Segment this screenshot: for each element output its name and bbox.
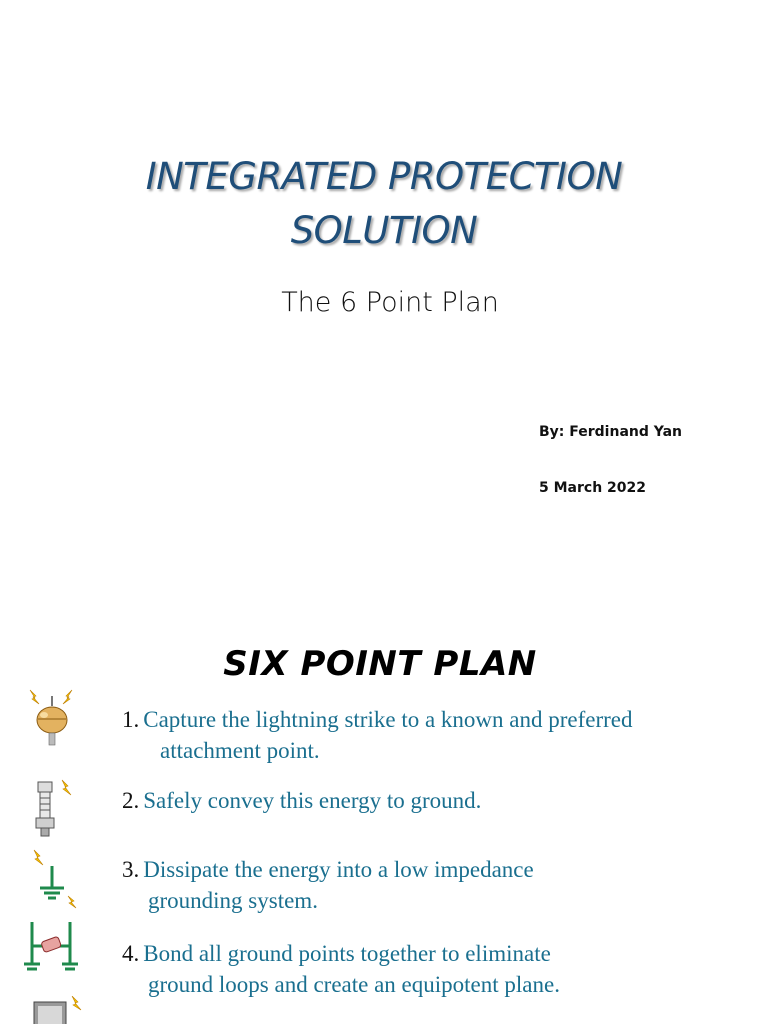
plan-item-text-continued: ground loops and create an equipotent plane. [148,972,560,997]
plan-item-2 [122,785,742,816]
plan-item-text: Capture the lightning strike to a known and preferred [143,707,633,732]
author-byline: By: Ferdinand Yan [539,424,683,440]
plan-item-text-continued: attachment point. [160,738,320,763]
plan-item-3 [122,854,742,916]
down-conductor-icon [30,778,74,840]
plan-item-text: Safely convey this energy to ground. [143,788,482,813]
six-point-plan-slide [0,600,768,1024]
ground-bond-icon [22,918,82,980]
lightning-terminal-icon [24,688,80,750]
plan-title: SIX POINT PLAN [223,644,537,684]
plan-item-1 [122,704,742,766]
plan-item-number: 4. [122,941,140,966]
plan-item-number: 2. [122,788,140,813]
presentation-date: 5 March 2022 [539,480,647,496]
surge-protector-icon [32,996,86,1024]
plan-item-text: Bond all ground points together to eliminate [143,941,551,966]
plan-item-4 [122,938,742,1000]
ground-electrode-icon [28,848,80,910]
slide-title [0,150,768,258]
plan-item-text: Dissipate the energy into a low impedance [143,857,534,882]
plan-item-number: 3. [122,857,140,882]
plan-item-text-continued: grounding system. [148,888,318,913]
slide-subtitle: The 6 Point Plan [281,287,499,318]
title-line-1: INTEGRATED PROTECTION [145,155,623,198]
plan-item-number: 1. [122,707,140,732]
title-line-2: SOLUTION [290,209,478,252]
